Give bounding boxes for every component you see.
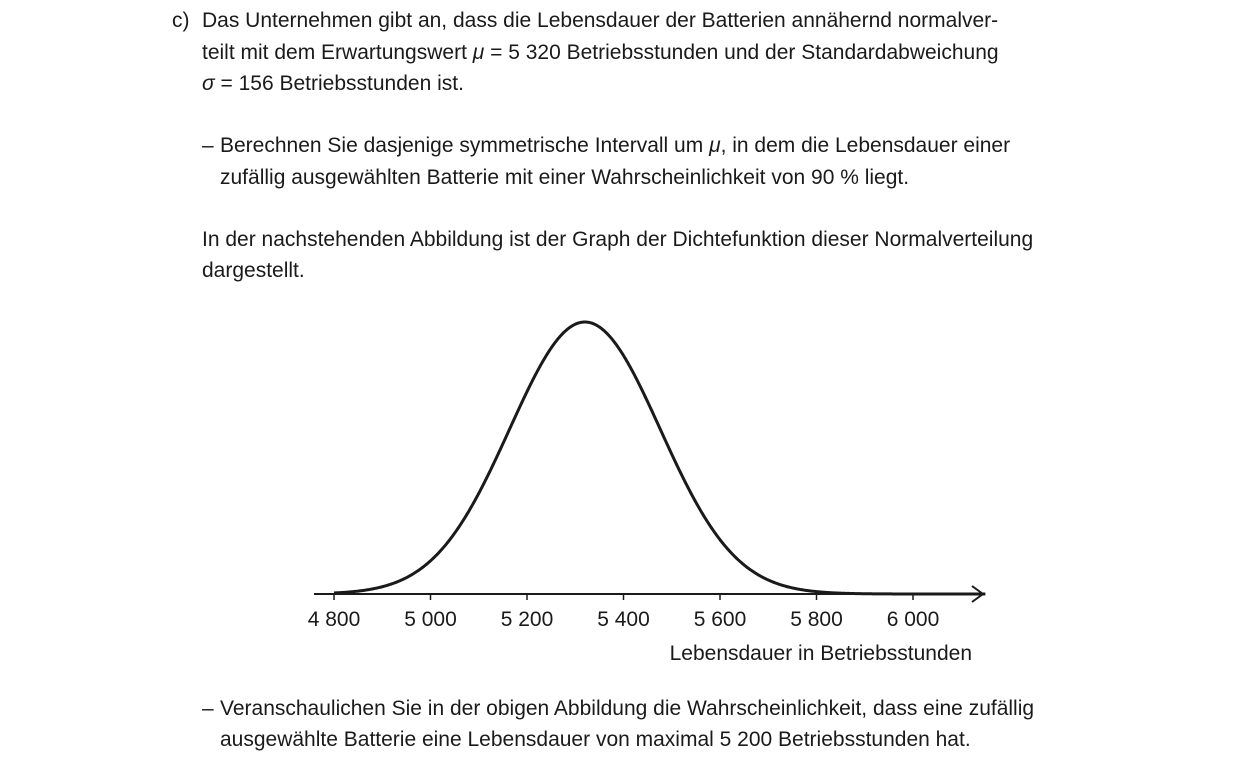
x-tick-label: 5 200 [500, 608, 554, 631]
x-axis-title: Lebensdauer in Betriebsstunden [669, 642, 972, 665]
x-tick-label: 6 000 [886, 608, 940, 631]
subtask1-line-2: zufällig ausgewählten Batterie mit einer Wahrscheinlichkeit von 90 % liegt. [220, 166, 910, 189]
subtask1-line-1b: , in dem die Lebensdauer einer [720, 134, 1011, 157]
x-tick-label: 5 600 [693, 608, 747, 631]
subtask2-line-2: ausgewählte Batterie eine Lebensdauer von maximal 5 200 Betriebsstunden hat. [220, 728, 971, 751]
subtask1-line-1a: Berechnen Sie dasjenige symmetrische Intervall um [220, 134, 710, 157]
figure-text-line-2: dargestellt. [202, 259, 305, 282]
x-tick-label: 5 400 [597, 608, 650, 631]
intro-line-1: Das Unternehmen gibt an, dass die Lebensdauer der Batterien annähernd normalver- [202, 9, 999, 32]
subtask1-dash: – [202, 134, 214, 157]
chart-layer [308, 322, 986, 665]
x-tick-label: 4 800 [307, 608, 361, 631]
x-tick-label: 5 800 [790, 608, 843, 631]
intro-line-3b: = 156 Betriebsstunden ist. [214, 72, 464, 95]
mu-symbol: μ [472, 41, 485, 64]
intro-line-2b: = 5 320 Betriebsstunden und der Standardabweichung [484, 41, 999, 64]
x-tick-label: 5 000 [404, 608, 457, 631]
mu-symbol-2: μ [709, 134, 721, 157]
task-label: c) [172, 9, 190, 32]
figure-text-line-1: In der nachstehenden Abbildung ist der Graph der Dichtefunktion dieser Normalverteilung [202, 228, 1034, 251]
subtask2-line-1: Veranschaulichen Sie in der obigen Abbildung die Wahrscheinlichkeit, dass eine zufällig [220, 697, 1035, 720]
subtask2-dash: – [202, 697, 214, 720]
sigma-symbol: σ [202, 72, 215, 95]
intro-line-2a: teilt mit dem Erwartungswert [202, 41, 473, 64]
density-curve [334, 322, 985, 594]
